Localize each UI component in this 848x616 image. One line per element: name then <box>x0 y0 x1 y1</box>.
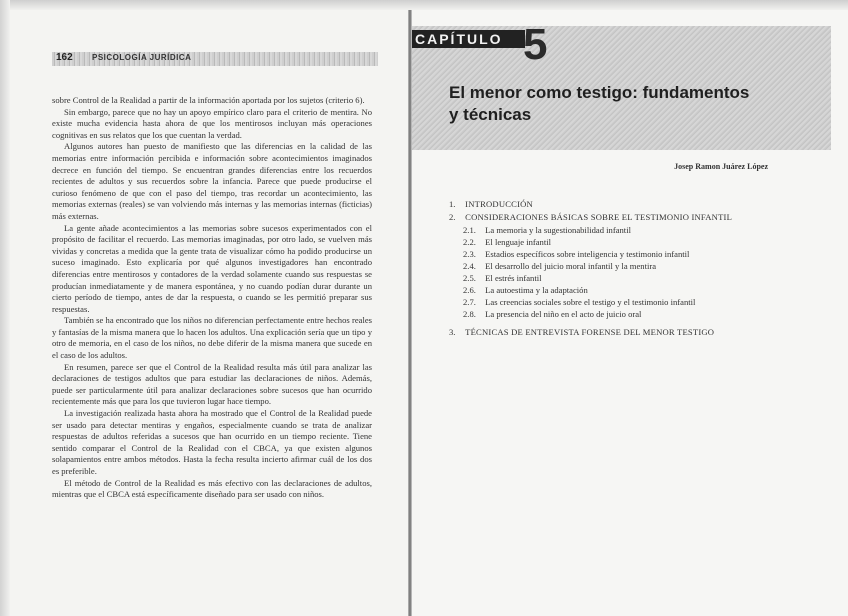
toc-subitem <box>449 260 829 272</box>
toc-text: INTRODUCCIÓN <box>465 199 533 209</box>
page-number: 162 <box>56 52 73 63</box>
toc-number: 2.6. <box>463 285 476 295</box>
toc-text: La autoestima y la adaptación <box>485 285 588 295</box>
chapter-title-line-2: y técnicas <box>449 105 532 124</box>
toc-number: 2.1. <box>463 225 476 235</box>
toc-text: El desarrollo del juicio moral infantil y la mentira <box>485 261 657 271</box>
toc-number: 1. <box>449 199 456 209</box>
chapter-label: CAPÍTULO <box>411 30 525 48</box>
toc-text: Las creencias sociales sobre el testigo y el testimonio infantil <box>485 297 696 307</box>
toc-subitem <box>449 308 829 320</box>
toc-text: Estadios específicos sobre inteligencia y testimonio infantil <box>485 249 690 259</box>
chapter-title <box>449 82 789 126</box>
toc-number: 2.4. <box>463 261 476 271</box>
toc-subitem <box>449 236 829 248</box>
paragraph: sobre Control de la Realidad a partir de la información aportada por los sujetos (criterio 6). <box>52 95 365 105</box>
toc-number: 2.8. <box>463 309 476 319</box>
toc-item <box>449 211 829 223</box>
toc-text: La memoria y la sugestionabilidad infantil <box>485 225 631 235</box>
toc-number: 2.7. <box>463 297 476 307</box>
toc-text: TÉCNICAS DE ENTREVISTA FORENSE DEL MENOR TESTIGO <box>465 327 715 337</box>
right-page <box>411 0 848 616</box>
book-gutter <box>408 0 412 616</box>
paragraph: El método de Control de la Realidad es más efectivo con las declaraciones de adultos, mientras que el CBCA está específicamente diseñado para ser usado con niños. <box>52 477 372 500</box>
toc-subitem <box>449 296 829 308</box>
chapter-title-line-1: El menor como testigo: fundamentos <box>449 83 750 102</box>
left-page <box>0 0 410 616</box>
toc-text: El estrés infantil <box>485 273 542 283</box>
toc-subitem <box>449 248 829 260</box>
paragraph: Sin embargo, parece que no hay un apoyo empírico claro para el criterio de mentira. No existe mucha evidencia hasta ahora de que los mentirosos incluyan más operaciones cognitivas en sus relatos que los que cuentan la verdad. <box>52 106 372 140</box>
toc-number: 2.5. <box>463 273 476 283</box>
paragraph: En resumen, parece ser que el Control de la Realidad resulta más útil para analizar las declaraciones de testigos adultos que para estudiar las declaraciones de niños. Además, puede ser particularmente útil para analizar declaraciones sobre sucesos que han ocurrido recientemente más que para los que tuvieron lugar hace tiempo. <box>52 361 372 407</box>
toc-text: CONSIDERACIONES BÁSICAS SOBRE EL TESTIMONIO INFANTIL <box>465 212 733 222</box>
chapter-number: 5 <box>523 20 548 69</box>
toc-subitem <box>449 224 829 236</box>
toc-number: 2. <box>449 212 456 222</box>
toc-item <box>449 198 829 210</box>
scan-edge-left <box>0 0 10 616</box>
scan-edge-top <box>0 0 848 10</box>
chapter-contents <box>449 198 829 339</box>
body-text <box>52 95 372 501</box>
paragraph: La investigación realizada hasta ahora ha mostrado que el Control de la Realidad puede ser usado para detectar mentiras y engaños, especialmente cuando se trata de analizar respuestas de adultos referidas a sucesos que han ocurrido en un tiempo reciente. Tiene sentido comparar el Control de la Realidad con el CBCA, ya que existen algunos solapamientos entre ambos métodos. Hasta la fecha resulta incierto afirmar cuál de los dos es preferible. <box>52 408 372 476</box>
toc-text: El lenguaje infantil <box>485 237 552 247</box>
chapter-author: Josep Ramon Juárez López <box>674 162 768 171</box>
toc-number: 2.2. <box>463 237 476 247</box>
running-header <box>52 52 378 66</box>
toc-number: 3. <box>449 327 456 337</box>
toc-item <box>449 326 829 338</box>
toc-number: 2.3. <box>463 249 476 259</box>
paragraph: También se ha encontrado que los niños no diferencian perfectamente entre hechos reales y fantasías de la misma manera que lo hacen los adultos. Una explicación sería que un tipo y otro de memoria, en el caso de los niños, no debe diferir de la misma manera que sucede en el caso de los adultos. <box>52 315 372 361</box>
toc-subitem <box>449 284 829 296</box>
toc-text: La presencia del niño en el acto de juicio oral <box>485 309 642 319</box>
paragraph: Algunos autores han puesto de manifiesto que las diferencias en la calidad de las memorias entre información percibida e información sobre acontecimientos imaginados decrece en función del tiempo. Se encuentran grandes diferencias entre los recuerdos recientes de adultos y sus recuerdos sobre la infancia. Parece que puede producirse el curioso fenómeno de que con el paso del tiempo, tras recordar un acontecimiento, las memorias externas (reales) se van volviendo más internas y las memorias internas (ficticias) más externas. <box>52 141 372 221</box>
running-title: PSICOLOGÍA JURÍDICA <box>92 53 192 62</box>
toc-subitem <box>449 272 829 284</box>
paragraph: La gente añade acontecimientos a las memorias sobre sucesos experimentados con el propósito de facilitar el recuerdo. Las memorias imaginadas, por otro lado, se vuelven más vividas y concretas a medida que la gente trata de visualizar cómo ha podido producirse un suceso imaginado. Esto explicaría por qué algunos investigadores han encontrado diferencias entre mentirosos y contadores de la verdad solamente cuando sus respuestas se producían inmediatamente y de manera espontánea, y no cuando podían durar durante un cierto período de tiempo, antes de dar la respuesta, o cuando se les permitió preparar sus respuestas. <box>52 222 372 314</box>
